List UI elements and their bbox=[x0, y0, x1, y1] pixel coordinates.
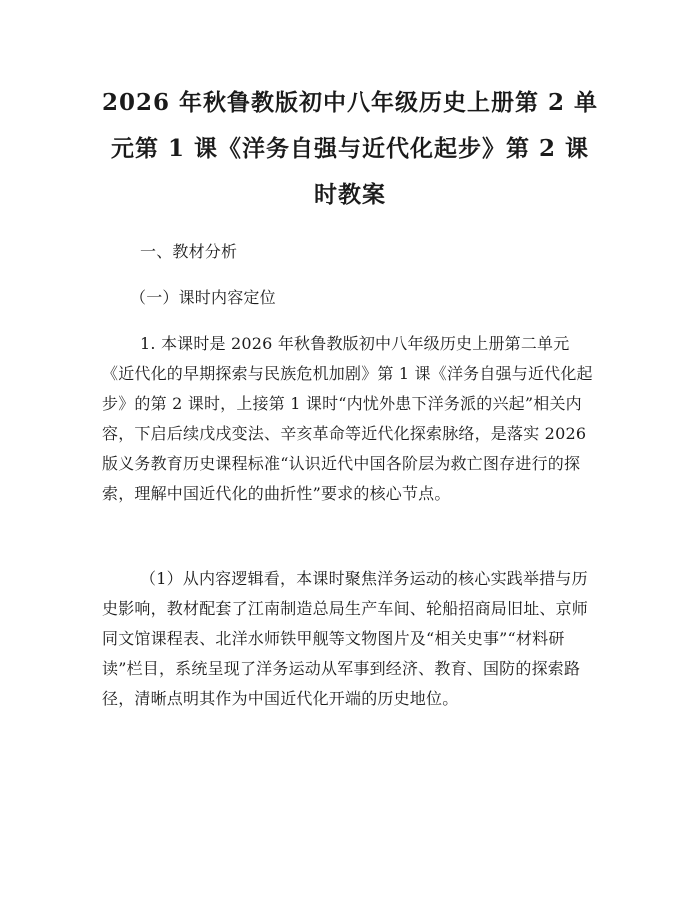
document-title bbox=[100, 80, 600, 218]
section-heading: 一、教材分析 bbox=[140, 242, 238, 261]
title-line-2: 元第 1 课《洋务自强与近代化起步》第 2 课 bbox=[110, 135, 590, 162]
subsection-heading: （一）课时内容定位 bbox=[130, 288, 276, 307]
title-line-3: 时教案 bbox=[314, 181, 386, 208]
title-line-1: 2026 年秋鲁教版初中八年级历史上册第 2 单 bbox=[101, 89, 599, 116]
paragraph-1: 1. 本课时是 2026 年秋鲁教版初中八年级历史上册第二单元《近代化的早期探索与民族危机加剧》第 1 课《洋务自强与近代化起步》的第 2 课时，上接第 1 课时“内忧外患下洋务派的兴起”相关内容，下启后续戊戌变法、辛亥革命等近代化探索脉络，是落实 2026 版义务教育历史课程标准“认识近代中国各阶层为救亡图存进行的探索，理解中国近代化的曲折性”要求的核心节点。 bbox=[102, 334, 593, 503]
paragraph-2: （1）从内容逻辑看，本课时聚焦洋务运动的核心实践举措与历史影响，教材配套了江南制造总局生产车间、轮船招商局旧址、京师同文馆课程表、北洋水师铁甲舰等文物图片及“相关史事”“材料研读”栏目，系统呈现了洋务运动从军事到经济、教育、国防的探索路径，清晰点明其作为中国近代化开端的历史地位。 bbox=[102, 569, 589, 708]
